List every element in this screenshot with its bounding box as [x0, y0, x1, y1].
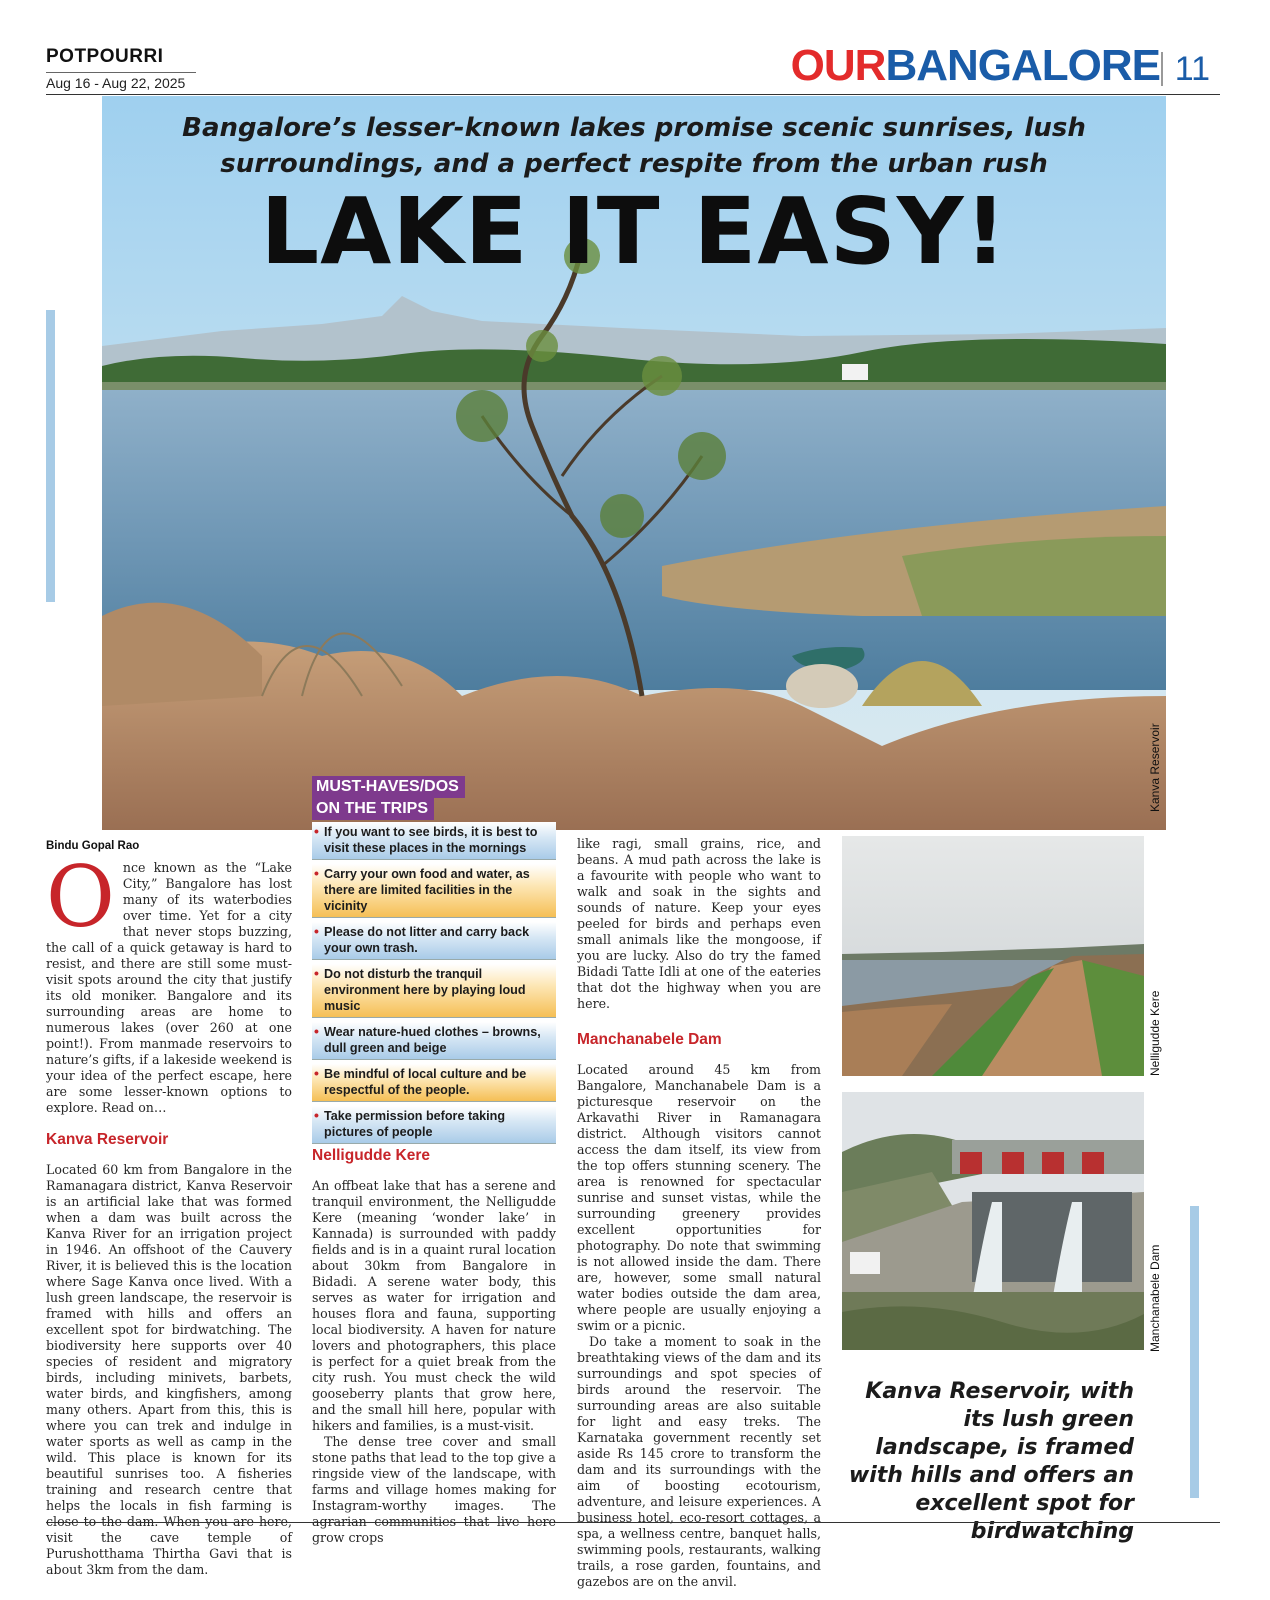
subhead-kanva: Kanva Reservoir	[46, 1131, 169, 1148]
must-haves-title-line2: ON THE TRIPS	[312, 798, 434, 820]
headline: LAKE IT EASY!	[260, 178, 1008, 285]
left-accent-bar	[46, 310, 55, 602]
intro-paragraph	[46, 848, 292, 1116]
masthead-our: OUR	[790, 41, 886, 90]
intro-text: nce known as the “Lake City,” Bangalore has lost many of its waterbodies over time. Yet for a city that never stops buzzing, the call of a quick getaway is hard to resist, and there are still some must-visit spots around the city that justify its old moniker. Bangalore and its surrounding areas are home to numerous lakes (over 260 at one point!). From manmade reservoirs to nature’s gifts, if a lakeside weekend is your idea of the perfect escape, here are some lesser-known options to explore. Read on…	[46, 860, 292, 1115]
column-3	[577, 836, 821, 1590]
must-item: • Take permission before taking pictures of people	[312, 1106, 556, 1144]
column-1	[46, 838, 292, 1578]
subhead-nelligudde: Nelligudde Kere	[312, 1147, 430, 1164]
must-item: • Do not disturb the tranquil environment here by playing loud music	[312, 964, 556, 1018]
hero-standfirst: Bangalore’s lesser-known lakes promise scenic sunrises, lush surroundings, and a perfect respite from the urban rush	[182, 113, 1086, 179]
issue-date: Aug 16 - Aug 22, 2025	[46, 72, 196, 91]
nelligudde-paragraph-3: like ragi, small grains, rice, and beans. A mud path across the lake is a favourite with people who want to walk and soak in the sights and sounds of nature. Keep your eyes peeled for birds and perhaps even small animals like the mongoose, if you are lucky. Also do try the famed Bidadi Tatte Idli at one of the eateries that dot the highway when you are here.	[577, 836, 821, 1011]
pullquote: Kanva Reservoir, with its lush green landscape, is framed with hills and offers an excellent spot for birdwatching	[848, 1379, 1134, 1544]
must-item: • Please do not litter and carry back your own trash.	[312, 922, 556, 960]
must-item: • Wear nature-hued clothes – browns, dull green and beige	[312, 1022, 556, 1060]
masthead-logo	[790, 41, 1160, 90]
nelligudde-paragraph-1: An offbeat lake that has a serene and tranquil environment, the Nelligudde Kere (meaning ‘wonder lake’ in Kannada) is surrounded with paddy fields and is in a quaint rural location about 30km from Bangalore in Bidadi. A serene water body, this serves as water for irrigation and houses flora and fauna, supporting local biodiversity. A haven for nature lovers and photographers, this place is perfect for a quiet break from the city rush. You must check the wild gooseberry plants that grow here, and the small hill here, popular with hikers and families, is a must-visit.	[312, 1178, 556, 1433]
right-accent-bar	[1190, 1206, 1199, 1498]
must-haves-box	[312, 776, 556, 1144]
photo-nelligudde-kere	[842, 836, 1144, 1076]
masthead-bangalore: BANGALORE	[885, 41, 1160, 90]
kanva-paragraph: Located 60 km from Bangalore in the Ramanagara district, Kanva Reservoir is an artificial lake that was formed when a dam was built across the Kanva River for an irrigation project in 1946. An offshoot of the Cauvery River, it is believed this is the location where Sage Kanva once lived. With a lush green landscape, the reservoir is framed with hills and offers an excellent spot for birdwatching. The biodiversity here supports over 40 species of resident and migratory birds, including minivets, barbets, water birds, and kingfishers, among many others. Apart from this, this is where you can trek and indulge in water sports as well as camp in the wild. This place is known for its beautiful sunrises too. A fisheries training and research centre that helps the locals in fish farming is close to the dam. When you are here, visit the cave temple of Purushotthama Thirtha Gavi that is about 3km from the dam.	[46, 1162, 292, 1577]
hero-photo-credit: Kanva Reservoir	[1148, 723, 1162, 812]
must-haves-title-line1: MUST-HAVES/DOS	[312, 776, 465, 798]
photo-manchanabele-dam	[842, 1092, 1144, 1350]
must-item: • Carry your own food and water, as there are limited facilities in the vicinity	[312, 864, 556, 918]
column-2	[312, 1132, 556, 1546]
dropcap: O	[46, 848, 115, 946]
must-item: • Be mindful of local culture and be respectful of the people.	[312, 1064, 556, 1102]
photo-credit-manchanabele: Manchanabele Dam	[1148, 1244, 1162, 1352]
manchanabele-paragraph-1: Located around 45 km from Bangalore, Manchanabele Dam is a picturesque reservoir on the Arkavathi River in Ramanagara district. Although visitors cannot access the dam itself, its view from the top offers stunning scenery. The area is renowned for spectacular sunrise and sunset vistas, while the surrounding greenery provides excellent opportunities for photography. Do note that swimming is not allowed inside the dam. There are, however, some small natural water bodies outside the dam area, where people are usually enjoying a swim or a picnic.	[577, 1062, 821, 1333]
byline: Bindu Gopal Rao	[46, 840, 140, 852]
page-number: 11	[1161, 52, 1210, 86]
manchanabele-paragraph-2: Do take a moment to soak in the breathtaking views of the dam and its surroundings and spot species of birds around the reservoir. The surrounding areas are also suitable for light and easy treks. The Karnataka government recently set aside Rs 145 crore to transform the dam and its surroundings with the aim of boosting ecotourism, adventure, and leisure experiences. A business hotel, eco-resort cottages, a spa, a wellness centre, banquet halls, swimming pools, restaurants, walking trails, a rose garden, fountains, and gazebos are on the anvil.	[577, 1334, 821, 1589]
header-rule	[46, 94, 1220, 95]
subhead-manchanabele: Manchanabele Dam	[577, 1031, 722, 1048]
nelligudde-paragraph-2: The dense tree cover and small stone paths that lead to the top give a ringside view of the landscape, with farms and village homes making for Instagram-worthy images. The agrarian communities that live here grow crops	[312, 1434, 556, 1545]
section-label: POTPOURRI	[46, 46, 164, 67]
must-item: • If you want to see birds, it is best to visit these places in the mornings	[312, 822, 556, 860]
photo-credit-nelligudde: Nelligudde Kere	[1148, 990, 1162, 1076]
footer-rule	[46, 1522, 1220, 1523]
